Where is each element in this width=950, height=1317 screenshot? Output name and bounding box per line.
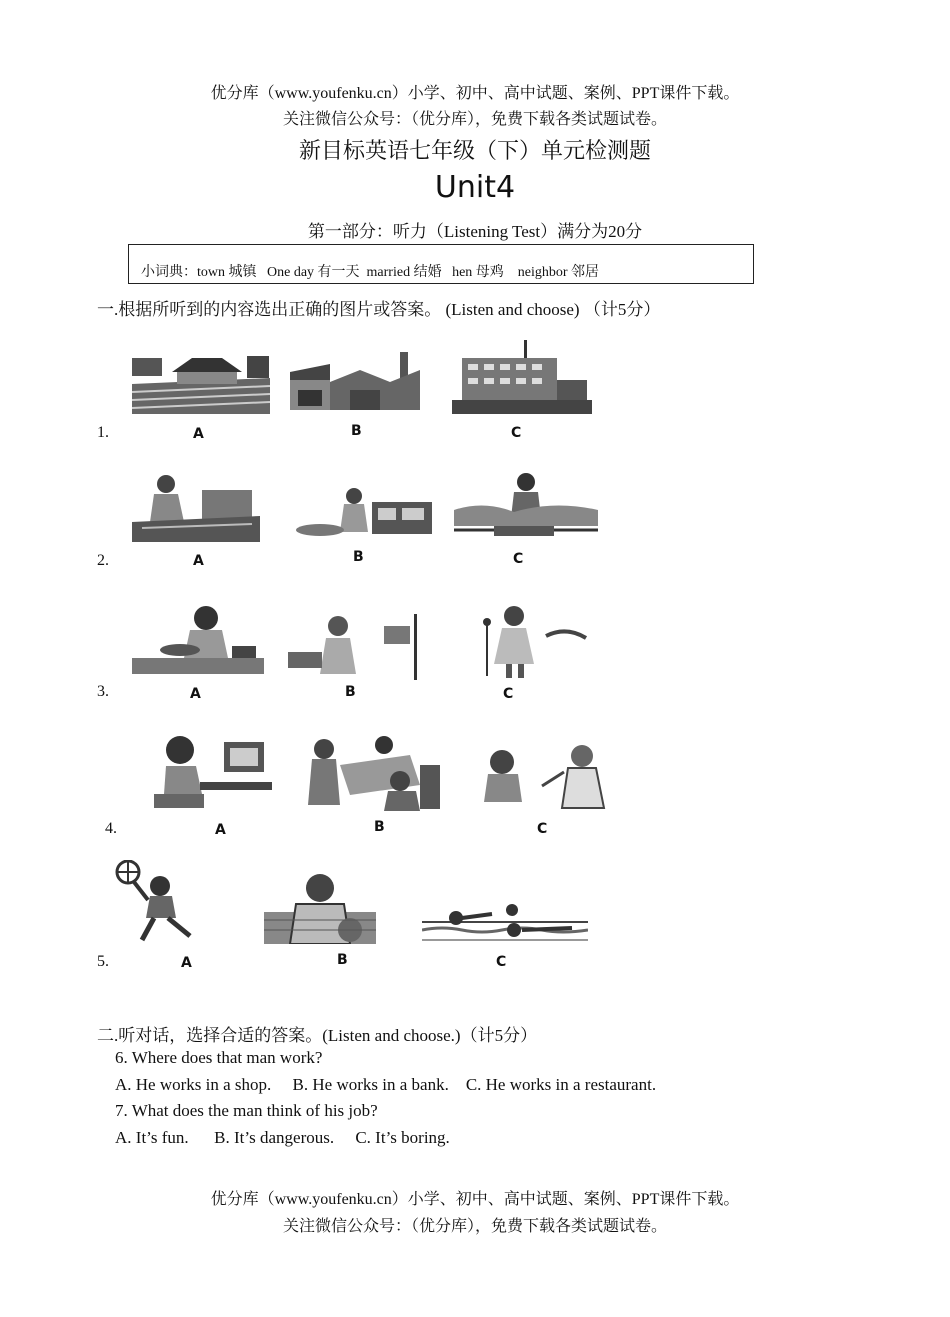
header-line-1: 优分库（www.youfenku.cn）小学、初中、高中试题、案例、PPT课件下载。 xyxy=(210,85,740,102)
section-two-heading: 二.听对话，选择合适的答案。(Listen and choose.)（计5分） xyxy=(97,1026,538,1045)
question-6-options: A. He works in a shop. B. He works in a bank. C. He works in a restaurant. xyxy=(115,1075,657,1094)
page-title: 新目标英语七年级（下）单元检测题 xyxy=(298,138,651,163)
question-7-options: A. It’s fun. B. It’s dangerous. C. It’s boring. xyxy=(115,1128,450,1147)
item-number: 3. xyxy=(97,683,109,700)
teacher-picture xyxy=(288,614,420,680)
footer-line-2: 关注微信公众号：（优分库），免费下载各类试题试卷。 xyxy=(282,1218,667,1235)
vocabulary-box: 小词典：town 城镇 One day 有一天 married 结婚 hen 母鸡 neighbor 邻居 xyxy=(128,244,754,284)
choice-label-b: B xyxy=(337,952,348,968)
choice-label-a: A xyxy=(190,686,201,702)
cook-picture xyxy=(132,602,264,678)
section-one-heading: 一.根据所听到的内容选出正确的图片或答案。 (Listen and choose) （计5分） xyxy=(97,300,661,319)
doctor-picture xyxy=(472,742,610,810)
question-7: 7. What does the man think of his job? xyxy=(115,1101,378,1120)
part-one-heading: 第一部分：听力（Listening Test）满分为20分 xyxy=(307,222,643,241)
item-number: 4. xyxy=(105,820,117,837)
unit-title: Unit4 xyxy=(434,170,516,205)
choice-label-b: B xyxy=(353,549,364,565)
choice-label-c: C xyxy=(503,686,514,702)
office-building-picture xyxy=(452,340,592,416)
item-number: 1. xyxy=(97,424,109,441)
choice-label-b: B xyxy=(351,423,362,439)
choice-label-a: A xyxy=(193,426,204,442)
choice-label-b: B xyxy=(345,684,356,700)
choice-label-c: C xyxy=(496,954,507,970)
workers-picture xyxy=(300,735,442,815)
choice-label-c: C xyxy=(511,425,522,441)
choice-label-a: A xyxy=(181,955,192,971)
choice-label-c: C xyxy=(537,821,548,837)
choice-label-a: A xyxy=(215,822,226,838)
basketball-player-picture xyxy=(112,860,212,946)
factory-picture xyxy=(290,350,428,414)
footer-line-1: 优分库（www.youfenku.cn）小学、初中、高中试题、案例、PPT课件下载。 xyxy=(210,1191,740,1208)
kitchen-work-picture xyxy=(292,484,436,542)
item-number: 2. xyxy=(97,552,109,569)
question-6: 6. Where does that man work? xyxy=(115,1048,323,1067)
swimmers-picture xyxy=(422,900,588,944)
gardener-picture xyxy=(454,470,598,546)
farm-picture xyxy=(132,348,270,414)
choice-label-c: C xyxy=(513,551,524,567)
header-line-2: 关注微信公众号：（优分库），免费下载各类试题试卷。 xyxy=(282,111,667,128)
ball-player-picture xyxy=(264,872,376,944)
item-number: 5. xyxy=(97,953,109,970)
bed-making-picture xyxy=(132,472,260,542)
singer-picture xyxy=(456,604,592,680)
computer-user-picture xyxy=(150,732,272,812)
choice-label-a: A xyxy=(193,553,204,569)
choice-label-b: B xyxy=(374,819,385,835)
